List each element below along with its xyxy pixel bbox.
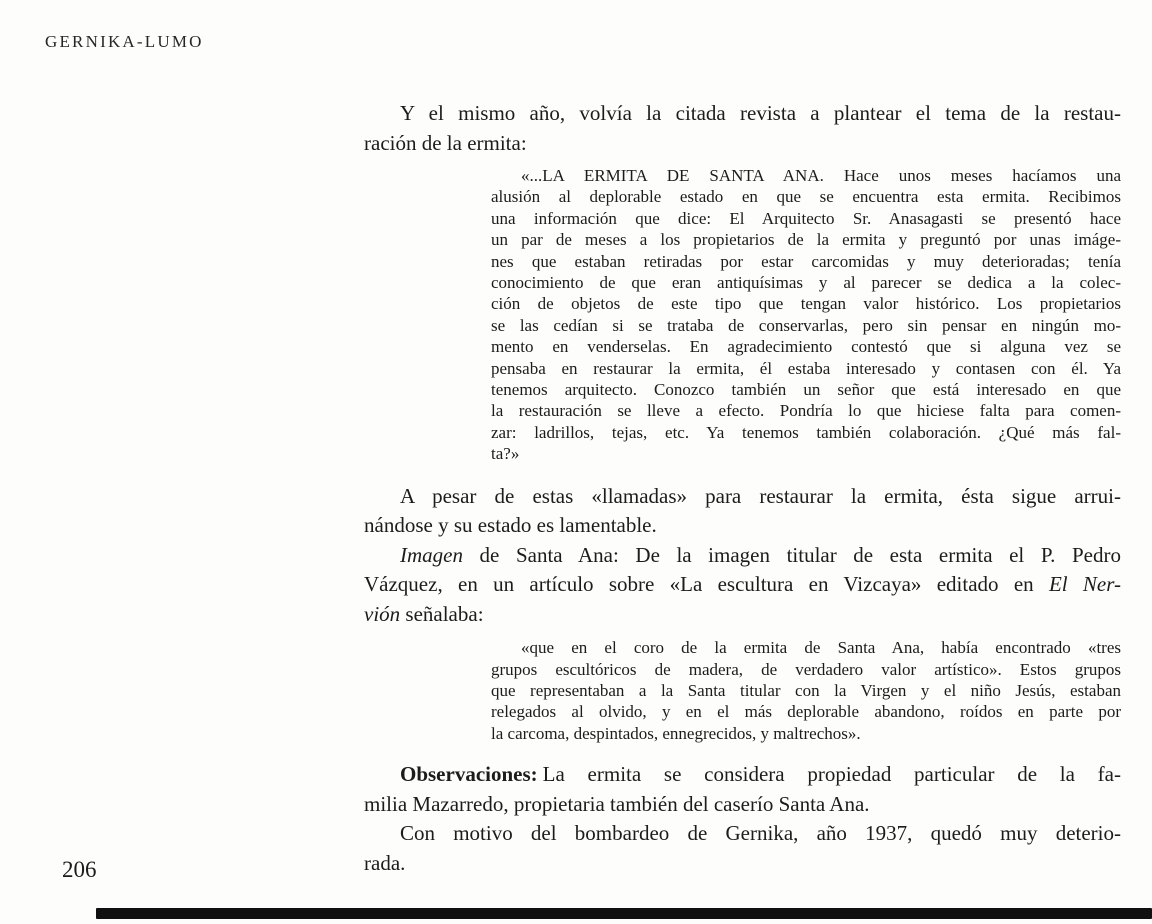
paragraph-line — [364, 570, 1121, 600]
quote-line: ción de objetos de este tipo que tengan valor histórico. Los propietarios — [491, 294, 1121, 314]
blockquote-2 — [491, 637, 1121, 744]
quote-line: ta?» — [491, 444, 520, 464]
body-paragraph-2 — [364, 482, 1121, 541]
paragraph-line: Con motivo del bombardeo de Gernika, año 1937, quedó muy deterio- — [400, 821, 1121, 846]
paragraph-line — [364, 600, 1121, 630]
paragraph-line: Y el mismo año, volvía la citada revista a plantear el tema de la restau- — [400, 101, 1121, 125]
quote-line: «que en el coro de la ermita de Santa Ana, había encontrado «tres — [521, 638, 1121, 658]
line-text: La ermita se considera propiedad particular de la fa- — [542, 762, 1121, 787]
body-paragraph-3 — [364, 541, 1121, 630]
paragraph-line: ración de la ermita: — [364, 130, 527, 155]
body-paragraph-5 — [364, 819, 1121, 878]
italic-word: El Ner- — [1048, 572, 1121, 597]
quote-line: pensaba en restaurar la ermita, él estaba interesado y contasen con él. Ya — [491, 358, 1121, 378]
paragraph-line: rada. — [364, 850, 406, 875]
quote-line: un par de meses a los propietarios de la ermita y preguntó por unas imáge- — [491, 230, 1121, 250]
line-text: Vázquez, en un artículo sobre «La escultura en Vizcaya» editado en — [364, 572, 1049, 597]
quote-line: conocimiento de que eran antiquísimas y al parecer se dedica a la colec- — [491, 273, 1121, 293]
quote-line: tenemos arquitecto. Conozco también un señor que está interesado en que — [491, 380, 1121, 400]
paragraph-line: milia Mazarredo, propietaria también del caserío Santa Ana. — [364, 791, 870, 816]
quote-line: nes que estaban retiradas por estar carcomidas y muy deterioradas; tenía — [491, 251, 1121, 271]
paragraph-line — [364, 760, 1121, 790]
quote-line: que representaban a la Santa titular con la Virgen y el niño Jesús, estaban — [491, 681, 1121, 700]
italic-word: Imagen — [400, 542, 463, 567]
quote-line: alusión al deplorable estado en que se encuentra esta ermita. Recibimos — [491, 187, 1121, 207]
paragraph-line — [364, 541, 1121, 571]
quote-line: grupos escultóricos de madera, de verdadero valor artístico». Estos grupos — [491, 659, 1121, 679]
page-number: 206 — [62, 857, 97, 882]
italic-word: vión — [364, 601, 401, 626]
quote-line: una información que dice: El Arquitecto Sr. Anasagasti se presentó hace — [491, 208, 1121, 228]
quote-line: mento en venderselas. En agradecimiento contestó que si alguna vez se — [491, 337, 1121, 357]
body-paragraph-4 — [364, 760, 1121, 819]
bold-label: Observaciones: — [400, 762, 538, 787]
scan-edge-artifact — [96, 908, 1152, 919]
line-text: de Santa Ana: De la imagen titular de esta ermita el P. Pedro — [462, 542, 1121, 567]
running-head: GERNIKA-LUMO — [45, 32, 204, 51]
quote-line: la restauración se lleve a efecto. Pondría lo que hiciese falta para comen- — [491, 401, 1121, 421]
quote-line: se las cedían si se trataba de conservarlas, pero sin pensar en ningún mo- — [491, 315, 1121, 335]
quote-line: zar: ladrillos, tejas, etc. Ya tenemos también colaboración. ¿Qué más fal- — [491, 422, 1121, 442]
paragraph-line: A pesar de estas «llamadas» para restaurar la ermita, ésta sigue arrui- — [400, 483, 1121, 508]
quote-line: «...LA ERMITA DE SANTA ANA. Hace unos meses hacíamos una — [521, 166, 1121, 185]
quote-line: la carcoma, despintados, ennegrecidos, y maltrechos». — [491, 723, 861, 743]
body-text — [364, 99, 1121, 878]
paragraph-line: nándose y su estado es lamentable. — [364, 513, 657, 538]
blockquote-1 — [491, 165, 1121, 465]
line-text: señalaba: — [400, 601, 484, 626]
quote-line: relegados al olvido, y en el más deplorable abandono, roídos en parte por — [491, 702, 1121, 722]
body-paragraph-1 — [364, 99, 1121, 158]
